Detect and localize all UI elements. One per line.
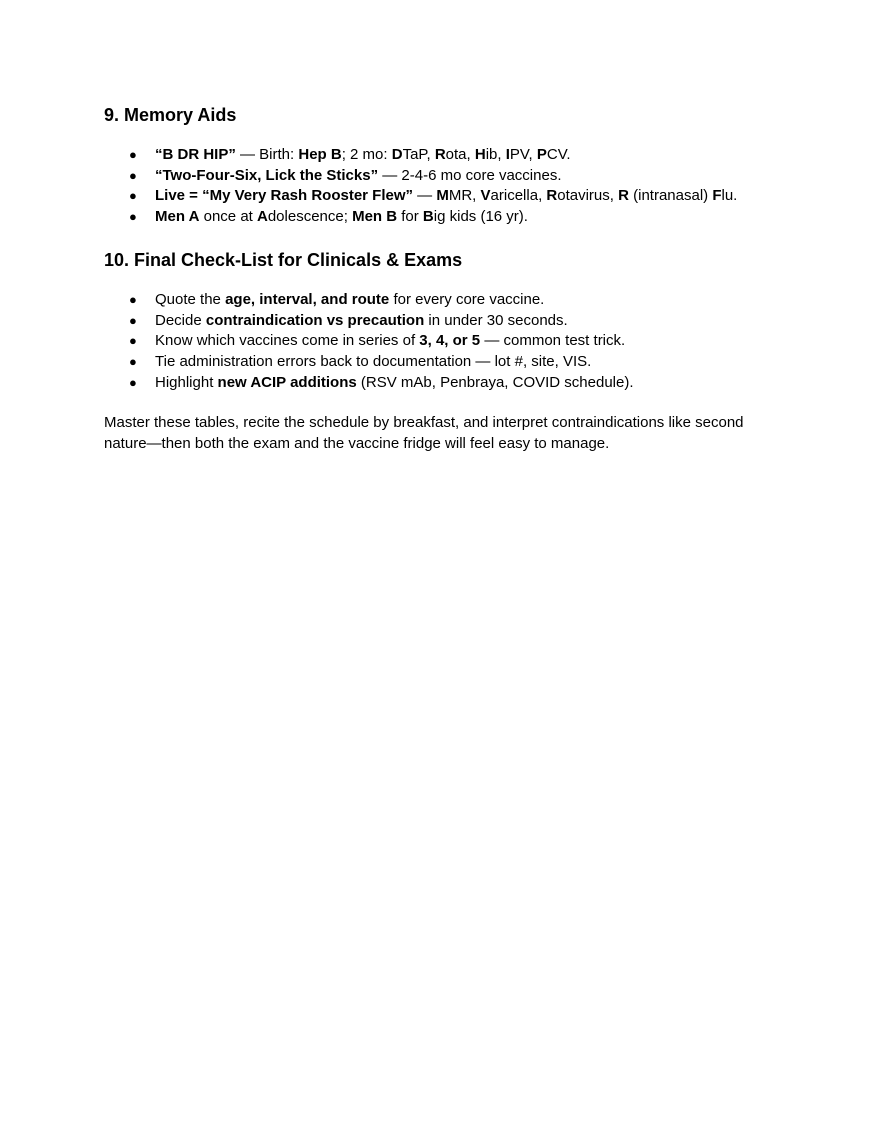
bullet-icon: ●	[129, 291, 137, 307]
text-run: for every core vaccine.	[389, 290, 545, 308]
bullet-icon: ●	[129, 167, 137, 183]
bold-text: R	[546, 187, 558, 205]
list-item	[104, 186, 794, 207]
bold-text: Live = “My Very Rash Rooster Flew”	[155, 187, 414, 205]
final-checklist-list	[104, 290, 794, 394]
text-run: — Birth:	[235, 146, 299, 163]
list-item	[104, 373, 794, 394]
bold-text: Men A	[155, 208, 200, 226]
memory-aids-list	[104, 145, 794, 228]
bold-text: “B DR HIP”	[155, 146, 236, 163]
text-run: ; 2 mo:	[341, 146, 392, 163]
bullet-icon: ●	[129, 374, 137, 390]
bold-text: I	[505, 146, 510, 163]
text-run: (RSV mAb, Penbraya, COVID schedule).	[356, 373, 634, 391]
section-title-memory-aids: 9. Memory Aids	[104, 105, 237, 125]
text-run: ig kids (16 yr).	[433, 208, 528, 226]
list-item	[104, 352, 794, 373]
list-item	[104, 207, 794, 228]
text-run: TaP,	[402, 146, 435, 163]
bold-text: 3, 4, or 5	[419, 332, 481, 350]
bullet-icon: ●	[129, 353, 137, 369]
text-run: ota,	[445, 146, 475, 163]
closing-paragraph: Master these tables, recite the schedule by breakfast, and interpret contraindications like second nature—then both the exam and the vaccine fridge will feel easy to manage.	[104, 414, 744, 453]
bold-text: Men B	[352, 208, 398, 226]
text-run: aricella,	[490, 187, 547, 205]
bullet-icon: ●	[129, 209, 137, 225]
list-item	[104, 311, 794, 332]
list-item	[104, 331, 794, 352]
bold-text: new ACIP additions	[217, 373, 357, 391]
text-run: dolescence;	[267, 208, 353, 226]
text-run: (intranasal)	[628, 187, 713, 205]
text-run: Know which vaccines come in series of	[155, 332, 420, 350]
bold-text: R	[434, 146, 446, 163]
bold-text: contraindication vs precaution	[205, 311, 425, 329]
bullet-icon: ●	[129, 188, 137, 204]
text-run: — 2-4-6 mo core vaccines.	[378, 166, 562, 184]
text-run: Tie administration errors back to documentation — lot #, site, VIS.	[155, 352, 592, 370]
bold-text: “Two-Four-Six, Lick the Sticks”	[155, 166, 379, 184]
text-run: Quote the	[155, 290, 226, 308]
text-run: ib,	[485, 146, 506, 163]
text-run: —	[413, 187, 437, 205]
text-run: otavirus,	[557, 187, 619, 205]
list-item	[104, 166, 794, 187]
bold-text: age, interval, and route	[225, 290, 390, 308]
text-run: MR,	[448, 187, 481, 205]
text-run: PV,	[509, 146, 537, 163]
bold-text: R	[618, 187, 629, 205]
bold-text: B	[422, 208, 434, 226]
text-run: for	[397, 208, 423, 226]
list-item	[104, 145, 794, 166]
text-run: Decide	[155, 311, 206, 329]
bold-text: Hep B	[298, 146, 342, 163]
bullet-icon: ●	[129, 312, 137, 328]
text-run: once at	[199, 208, 257, 226]
document-page	[104, 104, 794, 454]
text-run: in under 30 seconds.	[424, 311, 568, 329]
bold-text: V	[480, 187, 491, 205]
bullet-icon: ●	[129, 333, 137, 349]
bullet-icon: ●	[129, 147, 137, 162]
bold-text: D	[391, 146, 403, 163]
bold-text: P	[536, 146, 547, 163]
text-run: lu.	[721, 187, 738, 205]
bold-text: A	[257, 208, 268, 226]
text-run: CV.	[546, 146, 571, 163]
text-run: — common test trick.	[480, 332, 626, 350]
bold-text: M	[436, 187, 449, 205]
section-title-final-checklist: 10. Final Check-List for Clinicals & Exams	[104, 249, 463, 270]
bold-text: H	[474, 146, 486, 163]
text-run: Highlight	[155, 373, 218, 391]
list-item	[104, 290, 794, 311]
bold-text: F	[712, 187, 722, 205]
